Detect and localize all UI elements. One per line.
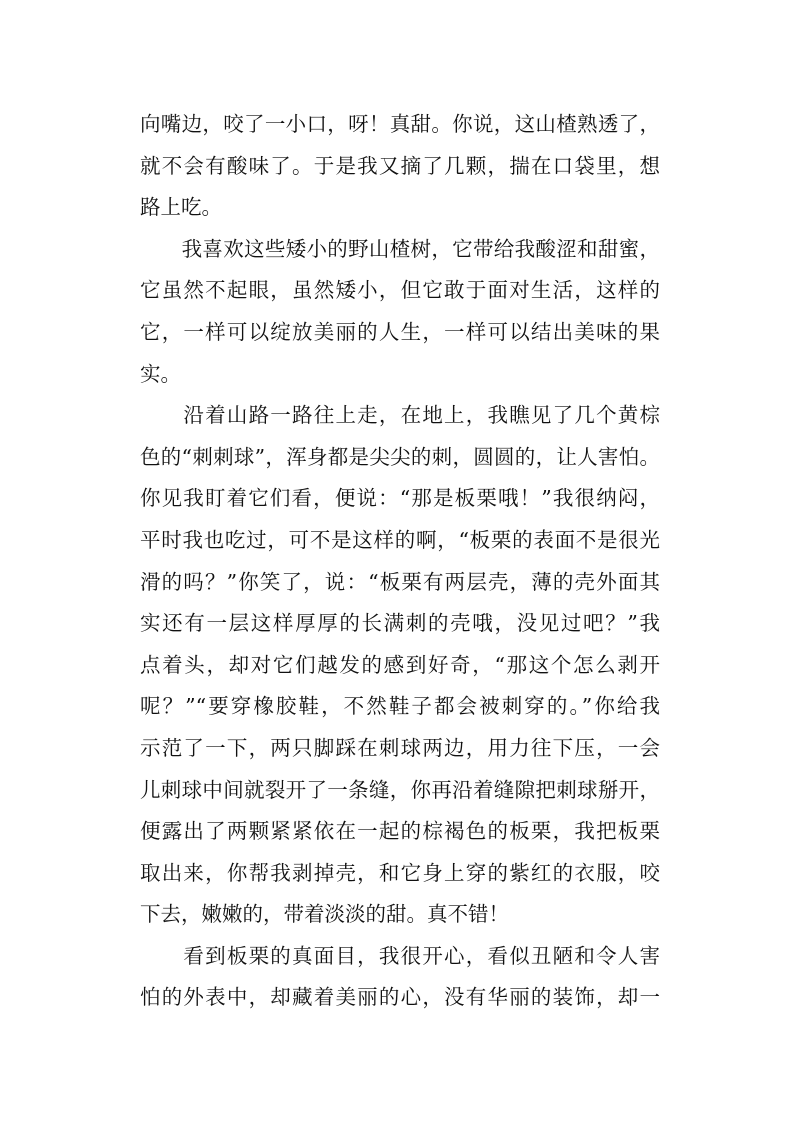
- text-line: 它虽然不起眼，虽然矮小，但它敢于面对生活，这样的: [140, 278, 660, 303]
- text-line: 实还有一层这样厚厚的长满刺的壳哦，没见过吧？”我: [140, 611, 660, 636]
- text-line: 看到板栗的真面目，我很开心，看似丑陋和令人害: [140, 943, 660, 968]
- text-line: 呢？”“要穿橡胶鞋，不然鞋子都会被刺穿的。”你给我: [140, 694, 660, 719]
- text-line: 取出来，你帮我剥掉壳，和它身上穿的紫红的衣服，咬: [140, 860, 660, 885]
- text-line: 实。: [140, 361, 181, 386]
- text-line: 示范了一下，两只脚踩在刺球两边，用力往下压，一会: [140, 735, 660, 760]
- text-line: 平时我也吃过，可不是这样的啊，“板栗的表面不是很光: [140, 527, 660, 552]
- text-line: 点着头，却对它们越发的感到好奇，“那这个怎么剥开: [140, 652, 660, 677]
- text-line: 它，一样可以绽放美丽的人生，一样可以结出美味的果: [140, 319, 660, 344]
- text-line: 向嘴边，咬了一小口，呀！真甜。你说，这山楂熟透了，: [140, 112, 660, 136]
- text-line: 滑的吗？”你笑了，说：“板栗有两层壳，薄的壳外面其: [140, 569, 660, 594]
- text-line: 你见我盯着它们看，便说：“那是板栗哦！”我很纳闷，: [140, 486, 660, 511]
- text-line: 色的“刺刺球”，浑身都是尖尖的刺，圆圆的，让人害怕。: [140, 444, 660, 469]
- text-line: 沿着山路一路往上走，在地上，我瞧见了几个黄棕: [140, 403, 660, 428]
- text-line: 下去，嫩嫩的，带着淡淡的甜。真不错！: [140, 902, 509, 927]
- text-line: 怕的外表中，却藏着美丽的心，没有华丽的装饰，却一: [140, 985, 660, 1010]
- text-line: 路上吃。: [140, 195, 222, 220]
- text-line: 就不会有酸味了。于是我又摘了几颗，揣在口袋里，想: [140, 153, 660, 178]
- essay-text-body: [140, 104, 660, 1019]
- text-line: 我喜欢这些矮小的野山楂树，它带给我酸涩和甜蜜，: [140, 236, 660, 261]
- text-line: 便露出了两颗紧紧依在一起的棕褐色的板栗，我把板栗: [140, 819, 660, 844]
- text-line: 儿刺球中间就裂开了一条缝，你再沿着缝隙把刺球掰开，: [140, 777, 660, 802]
